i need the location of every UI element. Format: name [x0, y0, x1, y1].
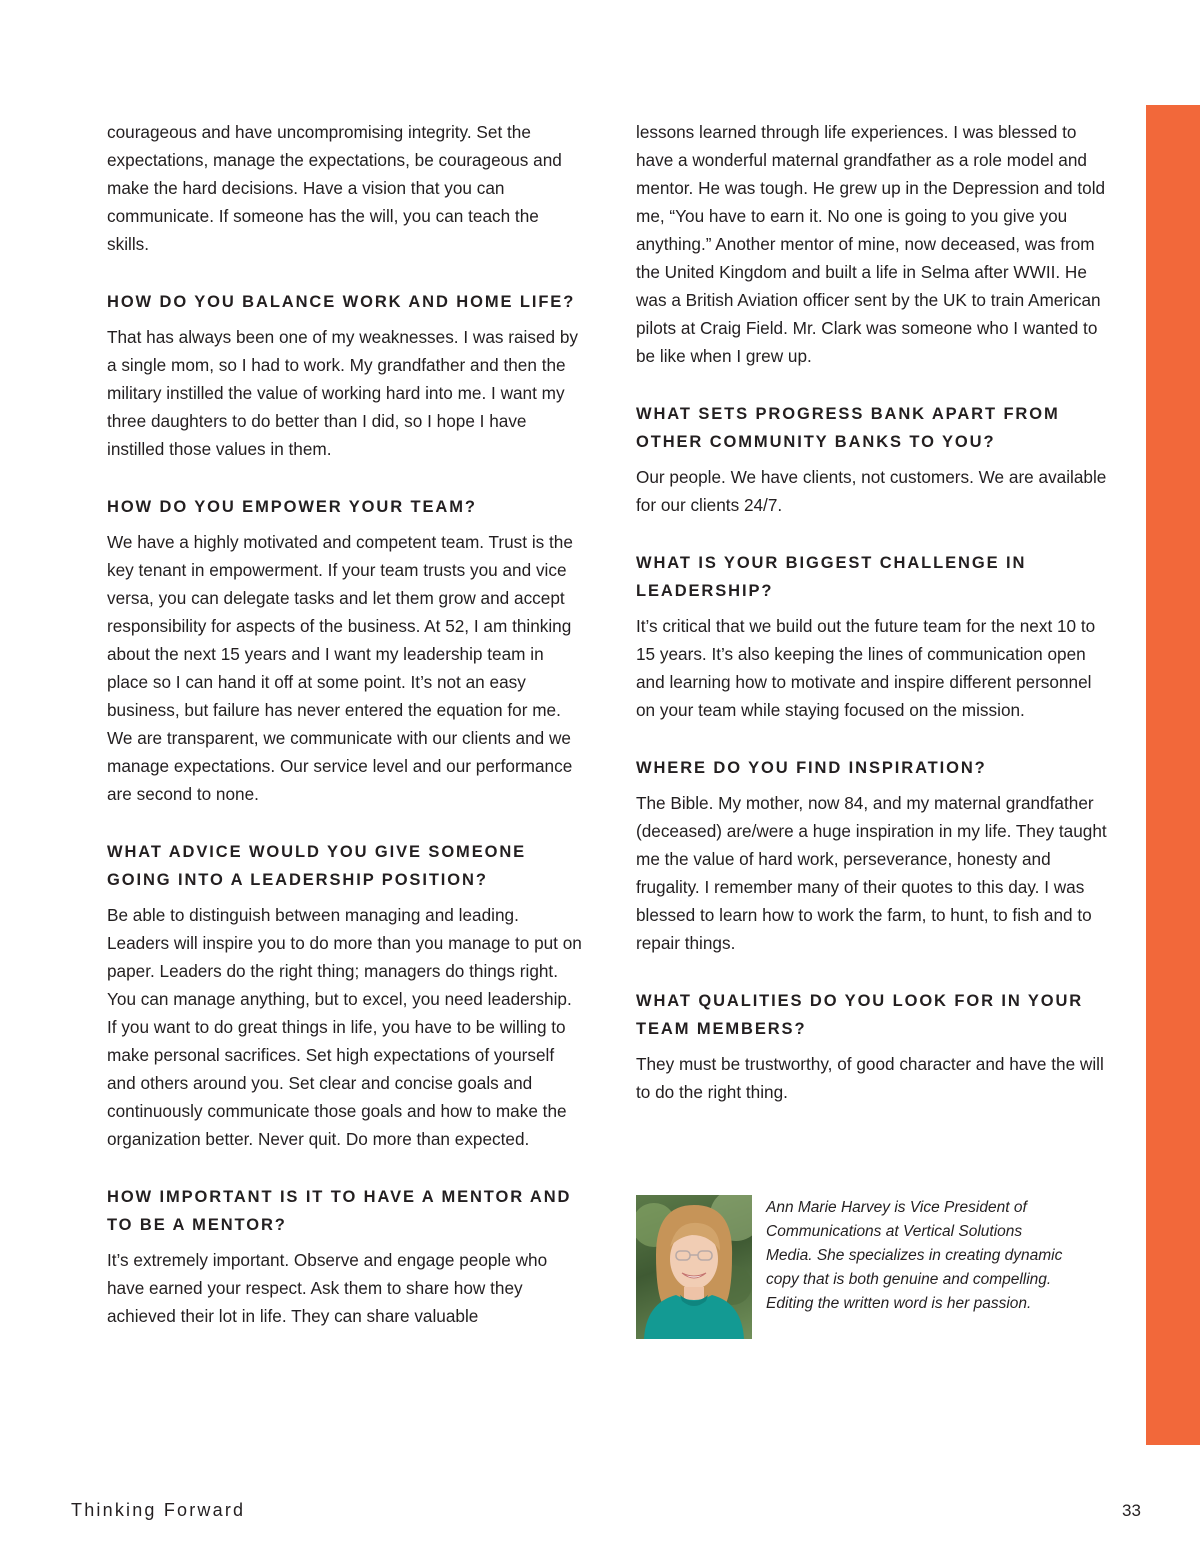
answer-qualities-paragraph: They must be trustworthy, of good character and have the will to do the right thing.: [636, 1054, 1104, 1102]
question-apart-heading: WHAT SETS PROGRESS BANK APART FROM OTHER COMMUNITY BANKS TO YOU?: [636, 405, 1060, 451]
author-bio: [636, 1195, 1112, 1341]
intro-paragraph: courageous and have uncompromising integrity. Set the expectations, manage the expectations, be courageous and make the hard decisions. Have a vision that you can communicate. If someone has the will, you can teach the skills.: [107, 122, 562, 254]
question-qualities-heading: WHAT QUALITIES DO YOU LOOK FOR IN YOUR TEAM MEMBERS?: [636, 992, 1084, 1038]
question-inspiration-heading: WHERE DO YOU FIND INSPIRATION?: [636, 759, 987, 777]
question-balance-heading: HOW DO YOU BALANCE WORK AND HOME LIFE?: [107, 293, 576, 311]
author-bio-text: Ann Marie Harvey is Vice President of Communications at Vertical Solutions Media. She specializes in creating dynamic copy that is both genuine and compelling. Editing the written word is her passion.: [766, 1199, 1063, 1312]
question-mentor-heading: HOW IMPORTANT IS IT TO HAVE A MENTOR AND TO BE A MENTOR?: [107, 1188, 572, 1234]
right-column: [636, 118, 1112, 1106]
question-challenge-heading: WHAT IS YOUR BIGGEST CHALLENGE IN LEADERSHIP?: [636, 554, 1027, 600]
answer-mentor-paragraph-continued: lessons learned through life experiences. I was blessed to have a wonderful maternal grandfather as a role model and mentor. He was tough. He grew up in the Depression and told me, “You have to earn it. No one is going to you give you anything.” Another mentor of mine, now deceased, was from the United Kingdom and built a life in Selma after WWII. He was a British Aviation officer sent by the UK to train American pilots at Craig Field. Mr. Clark was someone who I wanted to be like when I grew up.: [636, 122, 1106, 366]
author-photo: [636, 1195, 752, 1339]
answer-balance-paragraph: That has always been one of my weaknesses. I was raised by a single mom, so I had to work. My grandfather and then the military instilled the value of working hard into me. I want my three daughters to do better than I did, so I hope I have instilled those values in them.: [107, 327, 578, 459]
footer-publication-title: Thinking Forward: [71, 1500, 246, 1520]
orange-side-bar: [1146, 105, 1200, 1445]
question-empower-heading: HOW DO YOU EMPOWER YOUR TEAM?: [107, 498, 477, 516]
answer-advice-paragraph: Be able to distinguish between managing and leading. Leaders will inspire you to do more than you manage to put on paper. Leaders do the right thing; managers do things right. You can manage anything, but to excel, you need leadership. If you want to do great things in life, you have to be willing to make personal sacrifices. Set high expectations of yourself and others around you. Set clear and concise goals and continuously communicate those goals and how to make the organization better. Never quit. Do more than expected.: [107, 905, 582, 1149]
answer-empower-paragraph: We have a highly motivated and competent team. Trust is the key tenant in empowerment. If your team trusts you and vice versa, you can delegate tasks and let them grow and accept responsibility for aspects of the business. At 52, I am thinking about the next 15 years and I want my leadership team in place so I can hand it off at some point. It’s not an easy business, but failure has never entered the equation for me. We are transparent, we communicate with our clients and we manage expectations. Our service level and our performance are second to none.: [107, 532, 573, 804]
question-advice-heading: WHAT ADVICE WOULD YOU GIVE SOMEONE GOING INTO A LEADERSHIP POSITION?: [107, 843, 527, 889]
answer-mentor-paragraph-start: It’s extremely important. Observe and engage people who have earned your respect. Ask them to share how they achieved their lot in life. They can share valuable: [107, 1250, 548, 1326]
answer-apart-paragraph: Our people. We have clients, not customers. We are available for our clients 24/7.: [636, 467, 1107, 515]
page-number: 33: [1122, 1501, 1141, 1520]
left-column: [107, 118, 585, 1330]
answer-challenge-paragraph: It’s critical that we build out the future team for the next 10 to 15 years. It’s also keeping the lines of communication open and learning how to motivate and inspire different personnel on your team while staying focused on the mission.: [636, 616, 1096, 720]
answer-inspiration-paragraph: The Bible. My mother, now 84, and my maternal grandfather (deceased) are/were a huge inspiration in my life. They taught me the value of hard work, perseverance, honesty and frugality. I remember many of their quotes to this day. I was blessed to learn how to work the farm, to hunt, to fish and to repair things.: [636, 793, 1107, 953]
